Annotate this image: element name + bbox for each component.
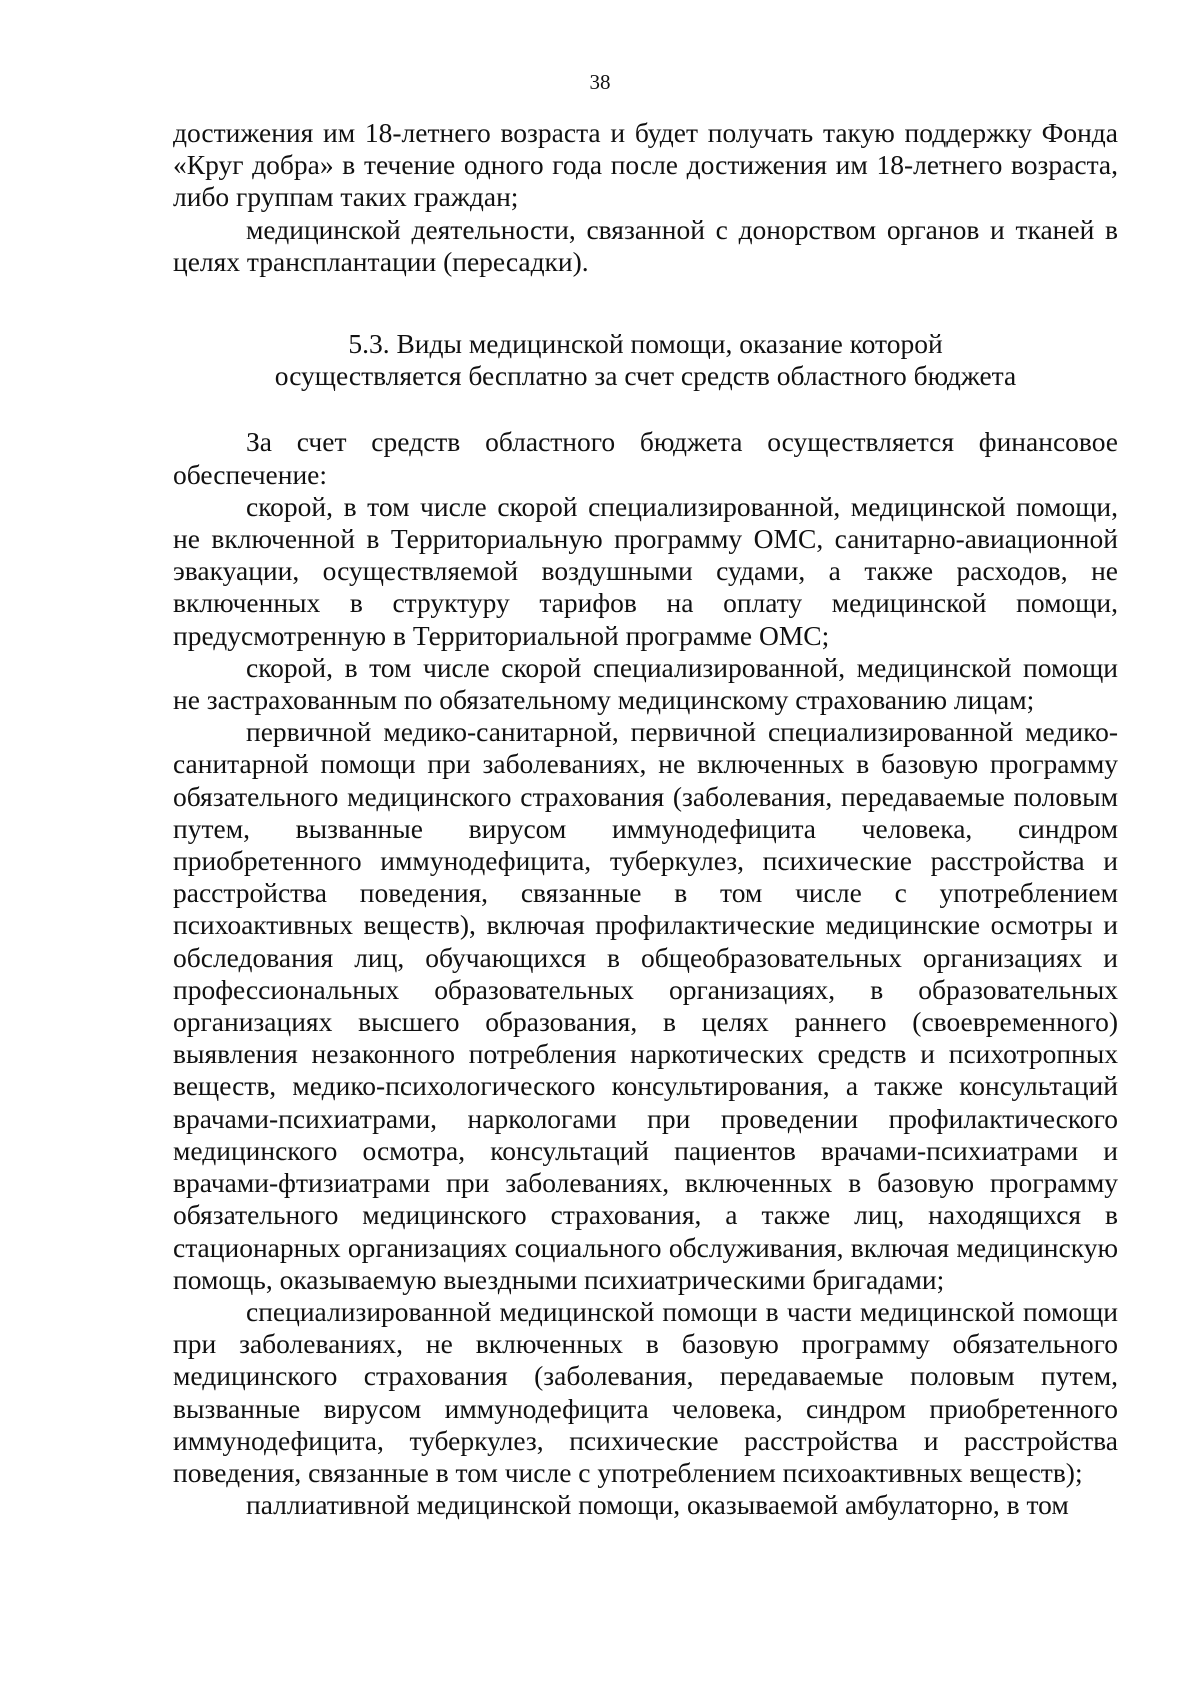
section-heading-line-1: 5.3. Виды медицинской помощи, оказание которой [348,328,943,360]
page-number: 38 [589,70,611,94]
paragraph-emergency-uninsured: скорой, в том числе скорой специализированной, медицинской помощи не застрахованным по обязательному медицинскому страхованию лицам; [173,651,1118,716]
paragraph-emergency-care: скорой, в том числе скорой специализированной, медицинской помощи, не включенной в Территориальную программу ОМС, санитарно-авиационной эвакуации, осуществляемой воздушными судами, а также расходов, не включенных в структуру тарифов на оплату медицинской помощи, предусмотренную в Территориальной программе ОМС; [173,490,1118,651]
section-heading-line-2: осуществляется бесплатно за счет средств областного бюджета [274,360,1017,392]
paragraph-continuation: достижения им 18-летнего возраста и будет получать такую поддержку Фонда «Круг добра» в течение одного года после достижения им 18-летнего возраста, либо группам таких граждан; [173,117,1118,213]
document-body [173,117,1118,1521]
section-heading [173,278,1118,426]
paragraph-transplant-activity: медицинской деятельности, связанной с донорством органов и тканей в целях трансплантации (пересадки). [173,213,1118,277]
paragraph-primary-care: первичной медико-санитарной, первичной специализированной медико-санитарной помощи при заболеваниях, не включенных в базовую программу обязательного медицинского страхования (заболевания, передаваемые половым путем, вызванные вирусом иммунодефицита человека, синдром приобретенного иммунодефицита, туберкулез, психические расстройства и расстройства поведения, связанные в том числе с употреблением психоактивных веществ), включая профилактические медицинские осмотры и обследования лиц, обучающихся в общеобразовательных организациях и профессиональных образовательных организациях, в образовательных организациях высшего образования, в целях раннего (своевременного) выявления незаконного потребления наркотических средств и психотропных веществ, медико-психологического консультирования, а также консультаций врачами-психиатрами, наркологами при проведении профилактического медицинского осмотра, консультаций пациентов врачами-психиатрами и врачами-фтизиатрами при заболеваниях, включенных в базовую программу обязательного медицинского страхования, а также лиц, находящихся в стационарных организациях социального обслуживания, включая медицинскую помощь, оказываемую выездными психиатрическими бригадами; [173,716,1118,1295]
paragraph-palliative-care: паллиативной медицинской помощи, оказываемой амбулаторно, в том [246,1489,1069,1521]
paragraph-specialized-care: специализированной медицинской помощи в части медицинской помощи при заболеваниях, не включенных в базовую программу обязательного медицинского страхования (заболевания, передаваемые половым путем, вызванные вирусом иммунодефицита человека, синдром приобретенного иммунодефицита, туберкулез, психические расстройства и расстройства поведения, связанные в том числе с употреблением психоактивных веществ); [173,1295,1118,1488]
paragraph-intro: За счет средств областного бюджета осуществляется финансовое обеспечение: [173,426,1118,490]
